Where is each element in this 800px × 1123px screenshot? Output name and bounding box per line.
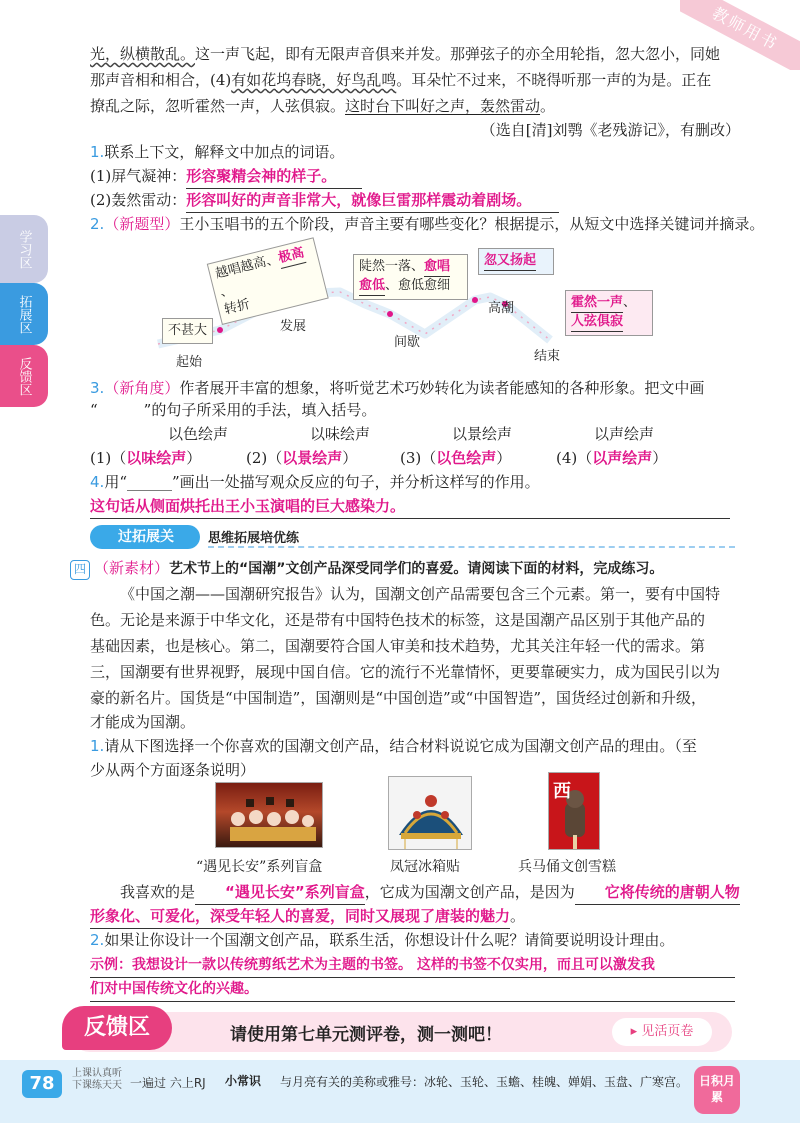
stage-box-end [565,290,653,336]
sec4-q1-answer-2 [90,904,740,929]
figurines-icon [216,783,324,849]
sub-label: ） [342,449,358,467]
answer-text: 以景绘声 [282,449,343,467]
material-text: 基础因素，也是核心。第二，国潮要符合国人审美和技术趋势，尤其关注年轻一代的需求。第 [90,637,706,655]
section-title: 艺术节上的“国潮”文创产品深受同学们的喜爱。请阅读下面的材料，完成练习。 [169,561,664,577]
stage-label: 间歇 [394,335,421,350]
sub-label: (1)屏气凝神： [90,167,187,185]
brand-line: 上课认真听 [72,1068,122,1079]
box-text: 、 [218,282,235,301]
side-tab-label: 学习区 [16,229,32,269]
stage-box-climax [478,248,554,275]
box-text: 陡然一落、 [359,259,425,274]
section-number: 四 [70,560,90,580]
box-text: 、 [623,295,637,310]
answer-text: 示例：我想设计一款以传统剪纸艺术为主题的书签。 这样的书签不仅实用，而且可以激发我 [90,953,735,978]
material-text: 豪的新名片。国货是“中国制造”，国潮则是“中国创造”或“中国智造”，国货经过创新和升级， [90,689,707,707]
question-number: 2. [90,215,105,233]
answer-text: 忽又扬起 [484,252,536,271]
question-number: 1. [90,143,105,161]
answer-lead: 。 [510,907,526,925]
stage-label: 起始 [176,355,203,370]
sub-label: ） [186,449,202,467]
stage-label: 高潮 [488,301,515,316]
question-tag: （新素材） [94,559,170,577]
blind-box-image [215,782,323,848]
side-tab-expand[interactable] [0,283,48,345]
q1-a [90,164,740,189]
passage-line-3 [90,94,740,118]
footer [0,1060,800,1123]
question-text: 少从两个方面逐条说明） [90,761,256,779]
stage-label: 发展 [280,319,307,334]
option: 以景绘声 [452,425,513,443]
stage-diagram [150,245,750,372]
sec4-q2-stem [90,928,740,952]
question-tag: （新角度） [104,379,180,397]
stage-box-start [162,318,213,344]
q4-stem [90,470,740,494]
question-text: 请从下图选择一个你喜欢的国潮文创产品，结合材料说说它成为国潮文创产品的理由。（至 [104,737,697,755]
section-banner [70,524,735,550]
book-title: 一遍过 六上RJ [130,1076,206,1090]
side-tab-label: 拓展区 [16,294,32,334]
passage-text: 撩乱之际，忽听霍然一声，人弦俱寂。 [90,97,346,115]
answer-lead: ，它成为国潮文创产品，是因为 [364,883,575,901]
answer-text: 形容聚精会神的样子。 [186,164,362,189]
answer-text: 以声绘声 [592,449,653,467]
box-text: 不甚大 [168,323,208,338]
passage-text: 。 [540,97,556,115]
image-caption: 兵马俑文创雪糕 [518,859,616,875]
sec4-q1-stem [90,734,740,758]
sec4-q2-answer-2 [90,976,740,1002]
side-tab-feedback[interactable] [0,345,48,407]
stage-box-pause [353,254,468,300]
answer-text: 形容叫好的声音非常大，就像巨雷那样震动着剧场。 [186,188,559,213]
q2-stem [90,212,765,236]
answer-text: 愈低 [359,277,385,296]
passage-text: 光，纵横散乱。 [90,45,196,63]
question-text: “ [90,401,98,419]
answer-text: 极高 [277,244,307,269]
answer-text: 以色绘声 [436,449,497,467]
question-text: 王小玉唱书的五个阶段，声音主要有哪些变化？根据提示，从短文中选择关键词并摘录。 [179,215,765,233]
material-text: 才能成为国潮。 [90,713,196,731]
sec4-q1-answer-1 [90,880,740,905]
brand-slogan [72,1068,122,1092]
answer-lead: 我喜欢的是 [120,883,196,901]
option: 以色绘声 [168,425,229,443]
question-text: 用“______”画出一处描写观众反应的句子，并分析这样写的作用。 [104,473,540,491]
answer-text: 它将传统的唐朝人物 [575,880,740,905]
daily-badge: 日积月累 [694,1066,740,1114]
q4-answer [90,494,740,519]
q1-b [90,188,740,213]
banner-title: 过拓展关 [90,525,200,549]
side-tab-study[interactable] [0,215,48,283]
answer-text: 霍然一声 [571,294,623,313]
page-number: 78 [22,1070,62,1098]
sub-label: (2)轰然雷动： [90,191,187,209]
answer-text: 们对中国传统文化的兴趣。 [90,977,735,1002]
question-number: 4. [90,473,105,491]
image-text: 西 [553,781,571,802]
terracotta-icecream-image [548,772,600,850]
sub-label: ） [496,449,512,467]
sec4-q2-answer-1 [90,952,740,978]
question-tag: （新题型） [104,215,180,233]
question-text: ”的句子所采用的手法，填入括号。 [143,401,377,419]
feedback-text: 请使用第七单元测评卷，测一测吧！ [230,1025,502,1045]
question-text: 如果让你设计一个国潮文创产品，联系生活，你想设计什么呢？请简要说明设计理由。 [104,931,675,949]
answer-text: 形象化、可爱化，深受年轻人的喜爱，同时又展现了唐装的魅力 [90,904,510,929]
image-caption: 凤冠冰箱贴 [390,859,460,875]
q3-stem-2 [90,398,740,422]
question-text: 联系上下文，解释文中加点的词语。 [104,143,345,161]
box-text: 越唱越高、 [213,251,281,282]
material-text: 三，国潮要有世界视野，展现中国自信。它的流行不光靠情怀，更要靠硬实力，成为国民引以为 [90,663,721,681]
sub-label: (4)（ [556,449,593,467]
answer-text: 人弦俱寂 [571,313,623,332]
passage-text: 有如花坞春晓，好鸟乱鸣 [231,71,397,89]
sec4-title [70,556,740,581]
feedback-title: 反馈区 [62,1006,172,1050]
corner-label: 教师用书 [680,0,800,70]
question-number: 3. [90,379,105,397]
answer-text: 愈唱 [424,258,450,277]
sub-label: (3)（ [400,449,437,467]
feedback-bar [70,1012,732,1052]
crown-icon [389,777,473,851]
passage-line-2 [90,68,740,92]
answer-text: “遇见长安”系列盲盒 [195,880,365,905]
question-text: 作者展开丰富的想象，将听觉艺术巧妙转化为读者能感知的各种形象。把文中画 [179,379,705,397]
box-text: 、愈低愈细 [385,278,451,293]
passage-text: 这时台下叫好之声，轰然雷动 [345,97,541,115]
passage-text: 这一声飞起，即有无限声音俱来并发。那弹弦子的亦全用轮指，忽大忽小，同她 [195,45,721,63]
material-text: 《中国之潮——国潮研究报告》认为，国潮文创产品需要包含三个元素。第一，要有中国特 [120,585,721,603]
image-caption: “遇见长安”系列盲盒 [196,859,323,875]
question-number: 2. [90,931,105,949]
tip-text: 与月亮有关的美称或雅号：冰轮、玉轮、玉蟾、桂魄、婵娟、玉盘、广寒宫。 [280,1075,689,1089]
q3-stem [90,376,740,400]
q1-stem [90,140,740,164]
answer-text: 这句话从侧面烘托出王小玉演唱的巨大感染力。 [90,494,730,519]
sub-label: (2)（ [246,449,283,467]
passage-text: 那声音相和相合，(4) [90,71,232,89]
box-text: 转折 [222,296,252,318]
banner-divider [208,546,735,548]
button-label: 见活页卷 [641,1024,694,1039]
option: 以声绘声 [594,425,655,443]
question-number: 1. [90,737,105,755]
passage-text: 。耳朵忙不过来，不晓得听那一声的为是。正在 [396,71,712,89]
sub-label: (1)（ [90,449,127,467]
phoenix-crown-image [388,776,472,850]
stage-label: 结束 [534,349,561,364]
passage-source: （选自[清]刘鹗《老残游记》，有删改） [480,121,740,139]
brand-line: 下课练天天 [72,1080,122,1091]
option: 以味绘声 [310,425,371,443]
see-loose-leaf-button[interactable] [612,1018,712,1046]
material-text: 色。无论是来源于中华文化，还是带有中国特色技术的标签，这是国潮产品区别于其他产品的 [90,611,706,629]
passage-line-1 [90,42,740,66]
banner-subtitle: 思维拓展培优练 [208,531,300,546]
play-icon: ▸ [630,1024,642,1039]
answer-text: 以味绘声 [126,449,187,467]
tip-heading: 小常识 [225,1074,262,1088]
side-tab-label: 反馈区 [16,356,32,396]
sub-label: ） [652,449,668,467]
